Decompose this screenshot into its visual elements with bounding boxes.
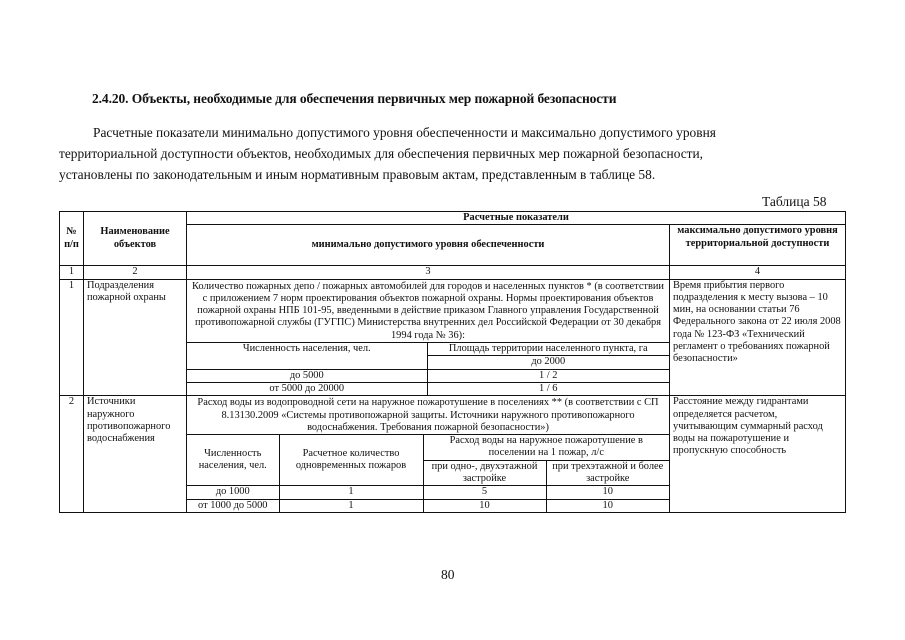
table-row [60, 396, 846, 513]
sub-row [187, 499, 669, 512]
fire-station-subtable [187, 342, 669, 395]
sub-header-high: при трехэтажной и более застройке [546, 460, 669, 486]
row-access: Расстояние между гидрантами определяется расчетом, учитывающим суммарный расход воды на пожаротушение и пропускную способность [670, 396, 846, 513]
row-description: Количество пожарных депо / пожарных автомобилей для городов и населенных пунктов * (в соответствии с приложением 7 норм проектирования объектов пожарной охраны. Нормы проектирования объектов пожарной охраны НПБ 101-95, введенными в действие приказом Главного управления Государственной противопожарной службы (ГУГПС) Министерства внутренних дел Российской Федерации от 30 декабря 1994 года № 36): [192, 280, 664, 341]
indicators-table [59, 211, 846, 513]
sub-row [187, 486, 669, 499]
row-num: 2 [60, 396, 84, 513]
col-number: 3 [187, 266, 670, 279]
table-caption: Таблица 58 [762, 194, 827, 209]
sub-header-low: при одно-, двухэтажной застройке [423, 460, 546, 486]
sub-row [187, 369, 669, 382]
table-row [60, 279, 846, 396]
sub-header-population: Численность населения, чел. [187, 435, 279, 486]
sub-row-high: 10 [546, 486, 669, 499]
sub-row-population: от 1000 до 5000 [187, 499, 279, 512]
sub-header-area: Площадь территории населенного пункта, га [427, 343, 669, 356]
sub-row-population: от 5000 до 20000 [187, 382, 427, 395]
sub-row-low: 5 [423, 486, 546, 499]
header-min-level: минимально допустимого уровня обеспеченности [187, 225, 670, 266]
row-name: Источники наружного противопожарного водоснабжения [84, 396, 187, 513]
sub-row-population: до 1000 [187, 486, 279, 499]
sub-header-population: Численность населения, чел. [187, 343, 427, 370]
intro-paragraph [59, 122, 843, 185]
header-name: Наименование объектов [84, 212, 187, 266]
row-name: Подразделения пожарной охраны [84, 279, 187, 396]
col-number: 1 [60, 266, 84, 279]
intro-line-2: территориальной доступности объектов, необходимых для обеспечения первичных мер пожарной безопасности, [59, 146, 704, 161]
header-num: № п/п [60, 212, 84, 266]
col-number: 4 [670, 266, 846, 279]
header-max-access: максимально допустимого уровня территориальной доступности [670, 225, 846, 266]
page-number: 80 [441, 567, 455, 582]
sub-header-flow: Расход воды на наружное пожаротушение в поселении на 1 пожар, л/с [423, 435, 669, 461]
row-indicator [187, 396, 670, 513]
sub-row-value: 1 / 2 [427, 369, 669, 382]
sub-row-fires: 1 [279, 486, 423, 499]
section-heading: 2.4.20. Объекты, необходимые для обеспечения первичных мер пожарной безопасности [92, 91, 617, 106]
sub-row-low: 10 [423, 499, 546, 512]
sub-row-fires: 1 [279, 499, 423, 512]
row-access: Время прибытия первого подразделения к месту вызова – 10 мин, на основании статьи 76 Федерального закона от 22 июля 2008 года № 123-ФЗ «Технический регламент о требованиях пожарной безопасности» [670, 279, 846, 396]
row-indicator [187, 279, 670, 396]
row-description: Расход воды из водопроводной сети на наружное пожаротушение в поселениях ** (в соответствии с СП 8.13130.2009 «Системы противопожарной защиты. Источники наружного противопожарного водоснабжения. Требования пожарной безопасности») [197, 397, 659, 433]
sub-header-fires: Расчетное количество одновременных пожаров [279, 435, 423, 486]
row-num: 1 [60, 279, 84, 396]
sub-row [187, 382, 669, 395]
sub-row-population: до 5000 [187, 369, 427, 382]
col-number: 2 [84, 266, 187, 279]
sub-header-area-value: до 2000 [427, 356, 669, 369]
intro-line-1: Расчетные показатели минимально допустимого уровня обеспеченности и максимально допустимого уровня [93, 125, 716, 140]
intro-line-3: установлены по законодательным и иным нормативным правовым актам, представленным в таблице 58. [59, 167, 656, 182]
water-supply-subtable [187, 434, 669, 512]
header-group: Расчетные показатели [187, 212, 846, 225]
sub-row-value: 1 / 6 [427, 382, 669, 395]
sub-row-high: 10 [546, 499, 669, 512]
